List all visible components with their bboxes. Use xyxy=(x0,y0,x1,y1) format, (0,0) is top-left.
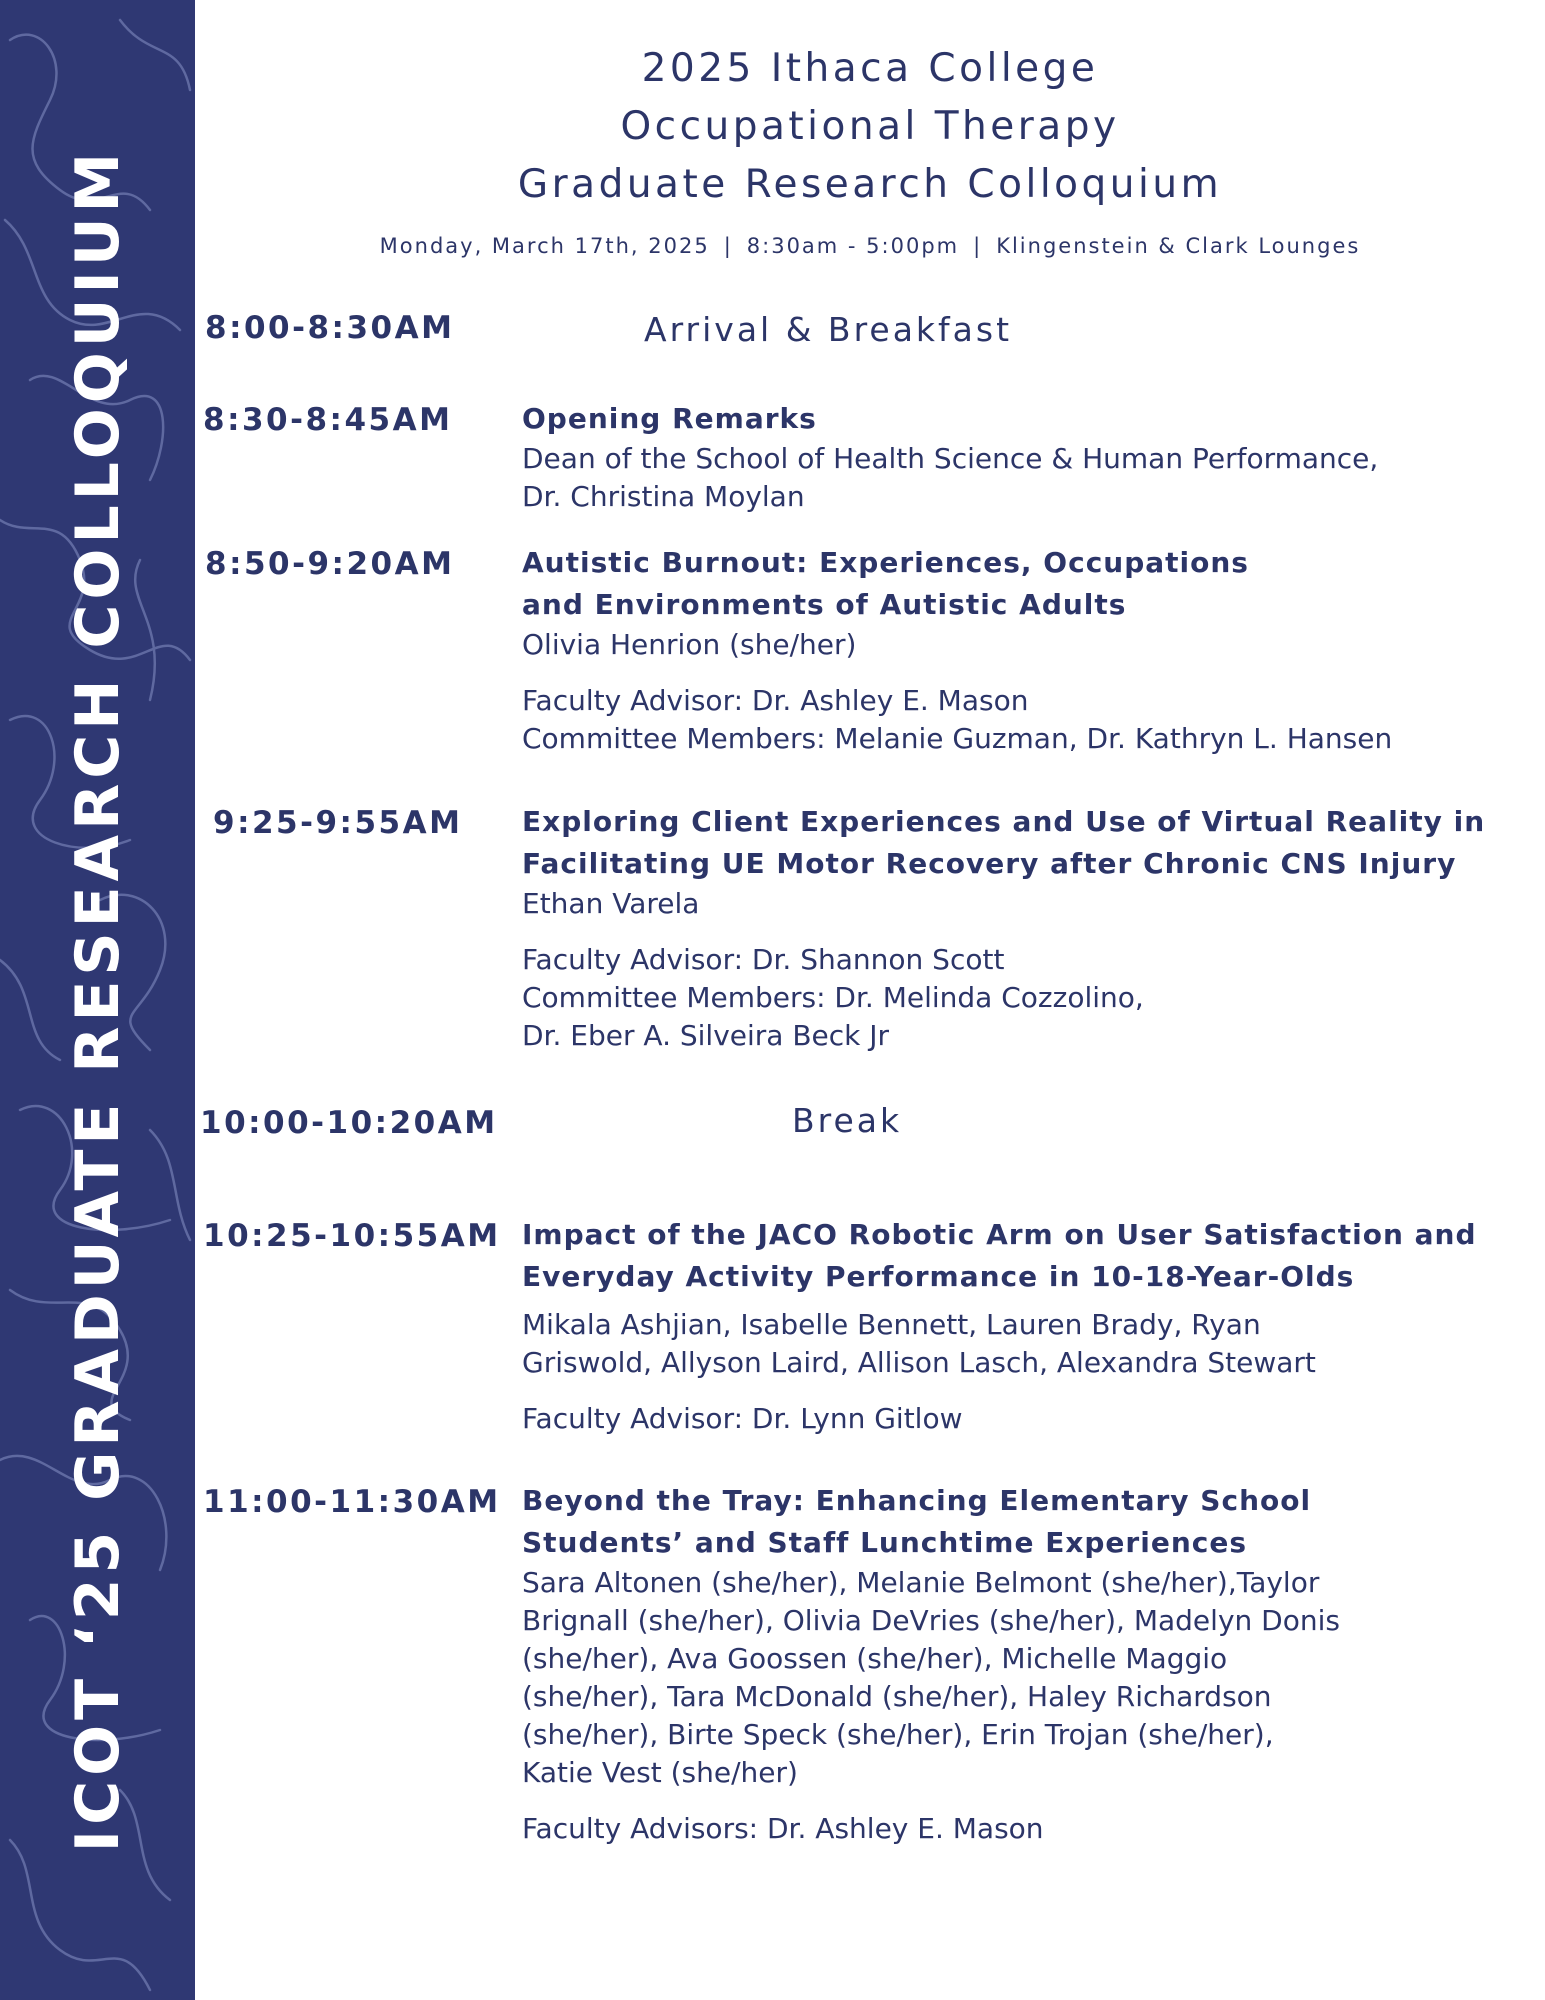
separator: | xyxy=(973,234,983,258)
event-time: 8:30am - 5:00pm xyxy=(746,234,960,258)
presenter: Sara Altonen (she/her), Melanie Belmont (she/her),Taylor xyxy=(522,1566,1320,1599)
advisor-line: Faculty Advisor: Dr. Shannon Scott xyxy=(522,943,1005,976)
session-content xyxy=(522,398,1522,516)
presenter: Griswold, Allyson Laird, Allison Lasch, Alexandra Stewart xyxy=(522,1346,1316,1379)
separator: | xyxy=(723,234,733,258)
presenter: Katie Vest (she/her) xyxy=(522,1756,798,1789)
presenter: (she/her), Birte Speck (she/her), Erin Trojan (she/her), xyxy=(522,1718,1274,1751)
presenter: Olivia Henrion (she/her) xyxy=(522,628,857,661)
session-time: 11:00-11:30AM xyxy=(203,1484,501,1520)
event-date: Monday, March 17th, 2025 xyxy=(379,234,710,258)
title-line-3: Graduate Research Colloquium xyxy=(517,162,1223,207)
session-title: and Environments of Autistic Adults xyxy=(522,588,1127,621)
session-label: Break xyxy=(792,1101,903,1140)
session-time: 9:25-9:55AM xyxy=(213,805,463,841)
session-time: 8:50-9:20AM xyxy=(205,546,455,582)
session-time: 8:30-8:45AM xyxy=(203,402,453,438)
title-line-2: Occupational Therapy xyxy=(620,104,1120,149)
advisor-line: Faculty Advisor: Dr. Ashley E. Mason xyxy=(522,684,1029,717)
session-line: Dean of the School of Health Science & Human Performance, xyxy=(522,442,1379,475)
session-time: 10:25-10:55AM xyxy=(203,1218,501,1254)
session-label: Arrival & Breakfast xyxy=(644,310,1013,349)
presenter: (she/her), Ava Goossen (she/her), Michelle Maggio xyxy=(522,1642,1228,1675)
session-content xyxy=(522,801,1522,1055)
session-content xyxy=(522,542,1522,758)
session-content xyxy=(522,1214,1522,1438)
presenter: (she/her), Tara McDonald (she/her), Haley Richardson xyxy=(522,1680,1272,1713)
session-title: Opening Remarks xyxy=(522,402,817,435)
advisor-line: Committee Members: Melanie Guzman, Dr. Kathryn L. Hansen xyxy=(522,722,1393,755)
session-title: Exploring Client Experiences and Use of Virtual Reality in xyxy=(522,805,1486,838)
session-title: Everyday Activity Performance in 10-18-Year-Olds xyxy=(522,1260,1355,1293)
presenter: Mikala Ashjian, Isabelle Bennett, Lauren Brady, Ryan xyxy=(522,1308,1261,1341)
event-location: Klingenstein & Clark Lounges xyxy=(996,234,1361,258)
session-title: Facilitating UE Motor Recovery after Chronic CNS Injury xyxy=(522,847,1457,880)
presenter: Ethan Varela xyxy=(522,887,700,920)
title-line-1: 2025 Ithaca College xyxy=(641,46,1099,91)
advisor-line: Faculty Advisor: Dr. Lynn Gitlow xyxy=(522,1402,963,1435)
session-time: 10:00-10:20AM xyxy=(200,1105,498,1141)
sidebar-banner xyxy=(0,0,195,2000)
page-header xyxy=(195,40,1545,258)
session-title: Autistic Burnout: Experiences, Occupations xyxy=(522,546,1249,579)
session-time: 8:00-8:30AM xyxy=(205,310,455,346)
session-title: Impact of the JACO Robotic Arm on User Satisfaction and xyxy=(522,1218,1477,1251)
session-content xyxy=(522,1480,1522,1848)
event-details xyxy=(195,234,1545,258)
advisor-line: Committee Members: Dr. Melinda Cozzolino, xyxy=(522,981,1144,1014)
sidebar-vertical-title: ICOT ‘25 GRADUATE RESEARCH COLLOQUIUM xyxy=(62,147,133,1853)
session-line: Dr. Christina Moylan xyxy=(522,480,805,513)
session-title: Beyond the Tray: Enhancing Elementary School xyxy=(522,1484,1312,1517)
presenter: Brignall (she/her), Olivia DeVries (she/her), Madelyn Donis xyxy=(522,1604,1340,1637)
session-title: Students’ and Staff Lunchtime Experiences xyxy=(522,1526,1248,1559)
advisor-line: Faculty Advisors: Dr. Ashley E. Mason xyxy=(522,1812,1044,1845)
advisor-line: Dr. Eber A. Silveira Beck Jr xyxy=(522,1019,890,1052)
